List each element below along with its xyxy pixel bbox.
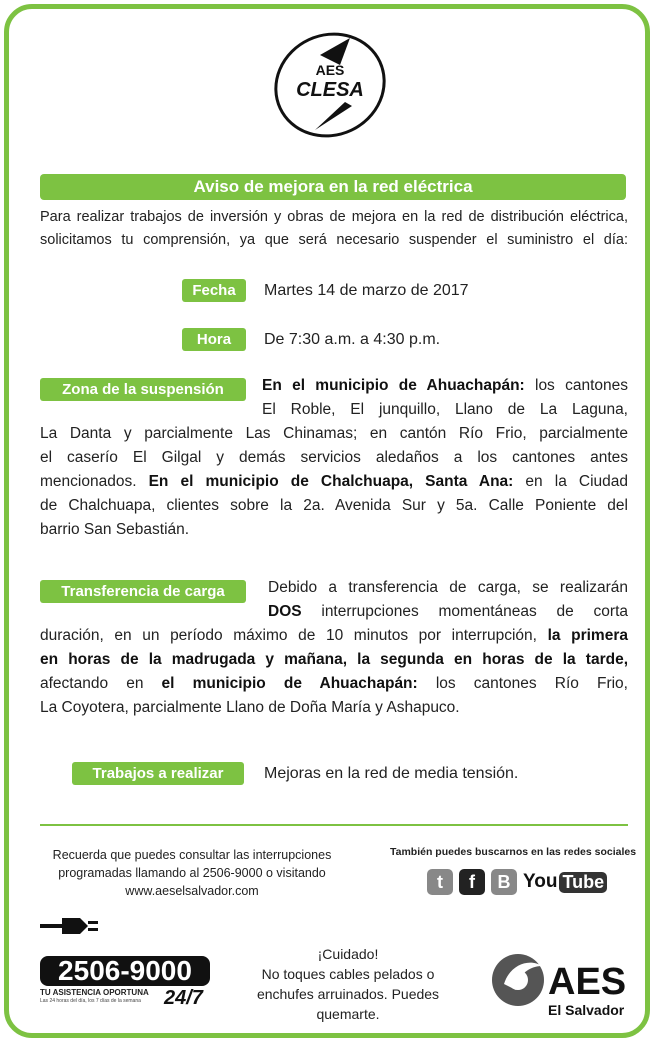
- transferencia-text-top: Debido a transferencia de carga, se realizarán DOS interrupciones momentáneas de corta: [268, 579, 628, 620]
- plug-icon: [40, 914, 100, 938]
- blogger-icon[interactable]: B: [491, 869, 517, 895]
- social-icons: [427, 868, 607, 896]
- social-title: También puedes buscarnos en las redes sociales: [390, 846, 637, 858]
- safety-warning: ¡Cuidado! No toques cables pelados o enchufes arruinados. Puedes quemarte.: [256, 946, 440, 1022]
- footer-divider: [40, 824, 628, 826]
- phone-tagline: TU ASISTENCIA OPORTUNA: [40, 988, 149, 997]
- phone-hours: Las 24 horas del día, los 7 días de la semana: [40, 998, 141, 1004]
- youtube-icon[interactable]: You Tube: [523, 871, 607, 893]
- svg-text:CLESA: CLESA: [296, 79, 364, 101]
- transferencia-tag: Transferencia de carga: [40, 580, 246, 603]
- website-link[interactable]: www.aeselsalvador.com: [125, 884, 259, 898]
- trabajos-tag: Trabajos a realizar: [72, 762, 244, 785]
- intro-text: Para realizar trabajos de inversión y obras de mejora en la red de distribución eléctrica, solicitamos tu comprensión, ya que será necesario suspender el suministro el día:: [40, 209, 628, 248]
- aes-clesa-logo: [270, 30, 390, 140]
- phone-number[interactable]: 2506-9000: [40, 956, 210, 986]
- hora-tag: Hora: [182, 328, 246, 351]
- twitter-icon[interactable]: t: [427, 869, 453, 895]
- facebook-icon[interactable]: f: [459, 869, 485, 895]
- transferencia-text-body: duración, en un período máximo de 10 minutos por interrupción, la primera en horas de la madrugada y mañana, la segunda en horas de la tarde, afectando en el municipio de Ahuachapán: los cantones Río Frio, La Coyotera, parcialmente Llano de Doña María y Ashapuco.: [40, 627, 628, 716]
- contact-info: Recuerda que puedes consultar las interrupciones programadas llamando al 2506-9000 o visitando www.aeselsalvador.com: [36, 846, 348, 900]
- notice-banner: Aviso de mejora en la red eléctrica: [40, 174, 626, 200]
- zona-tag: Zona de la suspensión: [40, 378, 246, 401]
- zona-text-top: En el municipio de Ahuachapán: los cantones El Roble, El junquillo, Llano de La Laguna,: [262, 377, 628, 418]
- fecha-value: Martes 14 de marzo de 2017: [264, 282, 469, 299]
- trabajos-value: Mejoras en la red de media tensión.: [264, 765, 519, 782]
- svg-text:AES: AES: [548, 961, 627, 1003]
- svg-text:AES: AES: [315, 62, 345, 78]
- aes-country: El Salvador: [548, 1002, 625, 1018]
- hora-value: De 7:30 a.m. a 4:30 p.m.: [264, 331, 441, 348]
- fecha-tag: Fecha: [182, 279, 246, 302]
- zona-text-body: La Danta y parcialmente Las Chinamas; en cantón Río Frio, parcialmente el caserío El Gilgal y demás servicios aledaños a los cantones antes mencionados. En el municipio de Chalchuapa, Santa Ana: en la Ciudad de Chalchuapa, clientes sobre la 2a. Avenida Sur y 5a. Calle Poniente del barrio San Sebastián.: [40, 425, 629, 538]
- hours-247: 24/7: [164, 987, 203, 1009]
